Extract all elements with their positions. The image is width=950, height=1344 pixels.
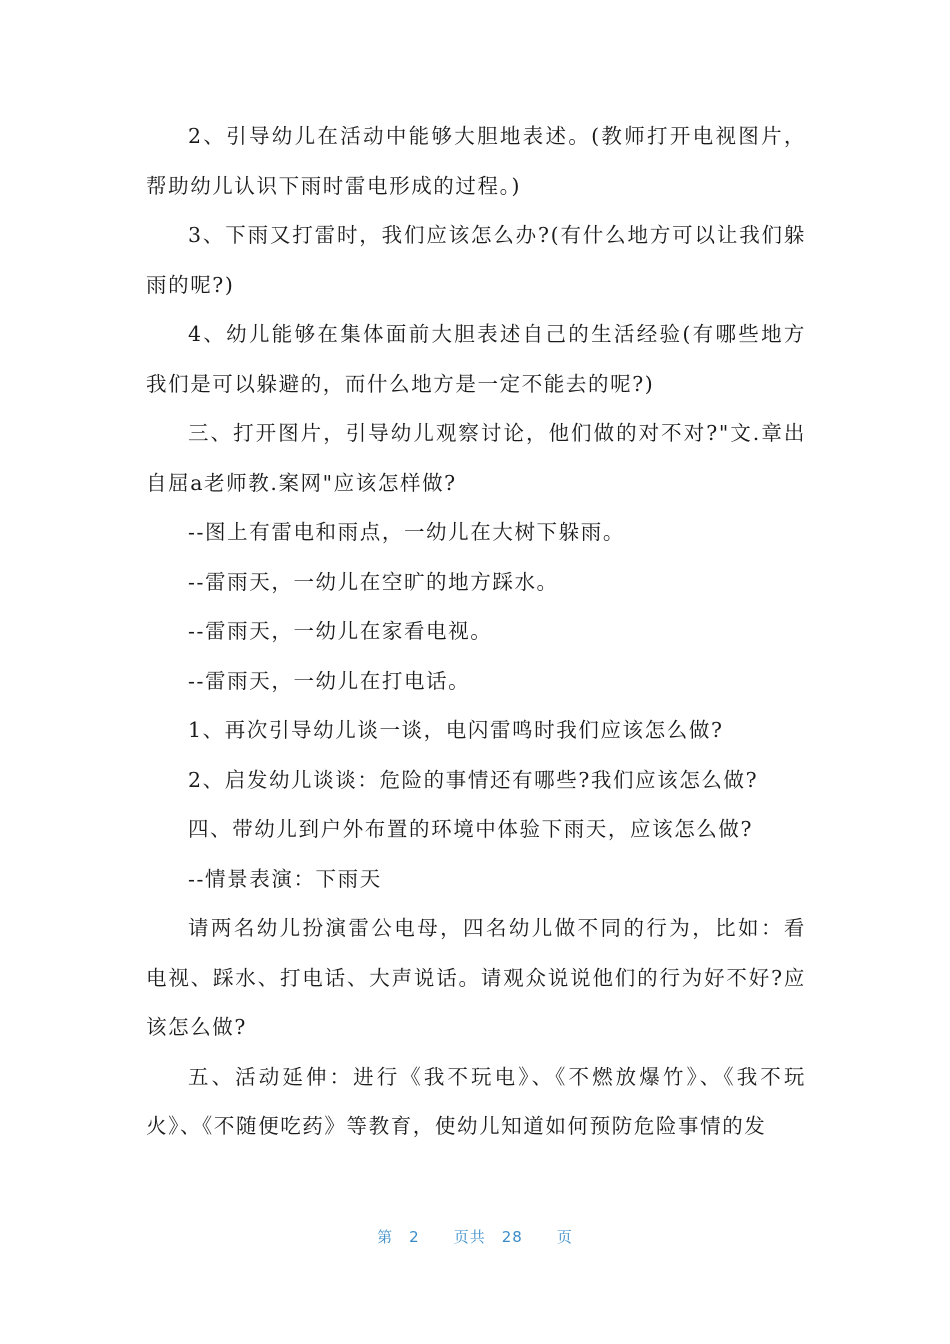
paragraph: 请两名幼儿扮演雷公电母，四名幼儿做不同的行为，比如：看电视、踩水、打电话、大声说话。请观众说说他们的行为好不好?应该怎么做?: [146, 916, 806, 1039]
paragraph: 四、带幼儿到户外布置的环境中体验下雨天，应该怎么做?: [188, 817, 754, 841]
paragraph: 2、引导幼儿在活动中能够大胆地表述。(教师打开电视图片，帮助幼儿认识下雨时雷电形成的过程。): [146, 124, 806, 198]
paragraph: 4、幼儿能够在集体面前大胆表述自己的生活经验(有哪些地方我们是可以躲避的，而什么地方是一定不能去的呢?): [146, 322, 806, 396]
paragraph: --图上有雷电和雨点，一幼儿在大树下躲雨。: [188, 520, 625, 544]
paragraph: --雷雨天，一幼儿在空旷的地方踩水。: [188, 569, 559, 594]
paragraph: --雷雨天，一幼儿在打电话。: [188, 668, 471, 693]
paragraph: 2、启发幼儿谈谈：危险的事情还有哪些?我们应该怎么做?: [188, 767, 759, 792]
paragraph: 3、下雨又打雷时，我们应该怎么办?(有什么地方可以让我们躲雨的呢?): [146, 223, 806, 297]
paragraph: 1、再次引导幼儿谈一谈，电闪雷鸣时我们应该怎么做?: [188, 718, 724, 742]
paragraph: 五、活动延伸：进行《我不玩电》、《不燃放爆竹》、《我不玩火》、《不随便吃药》等教育，使幼儿知道如何预防危险事情的发: [146, 1064, 806, 1138]
footer-suffix: 页: [556, 1228, 573, 1246]
document-body: [146, 112, 806, 1152]
paragraph: --情景表演：下雨天: [188, 866, 382, 891]
paragraph: 三、打开图片，引导幼儿观察讨论，他们做的对不对?"文.章出自屈a老师教.案网"应该怎样做?: [146, 421, 806, 495]
footer-prefix: 第: [377, 1228, 394, 1246]
paragraph: --雷雨天，一幼儿在家看电视。: [188, 619, 493, 643]
footer-page-number: 2: [409, 1228, 420, 1246]
page-footer: [0, 1226, 950, 1247]
footer-middle: 页共: [453, 1228, 486, 1246]
footer-total-pages: 28: [501, 1228, 523, 1246]
